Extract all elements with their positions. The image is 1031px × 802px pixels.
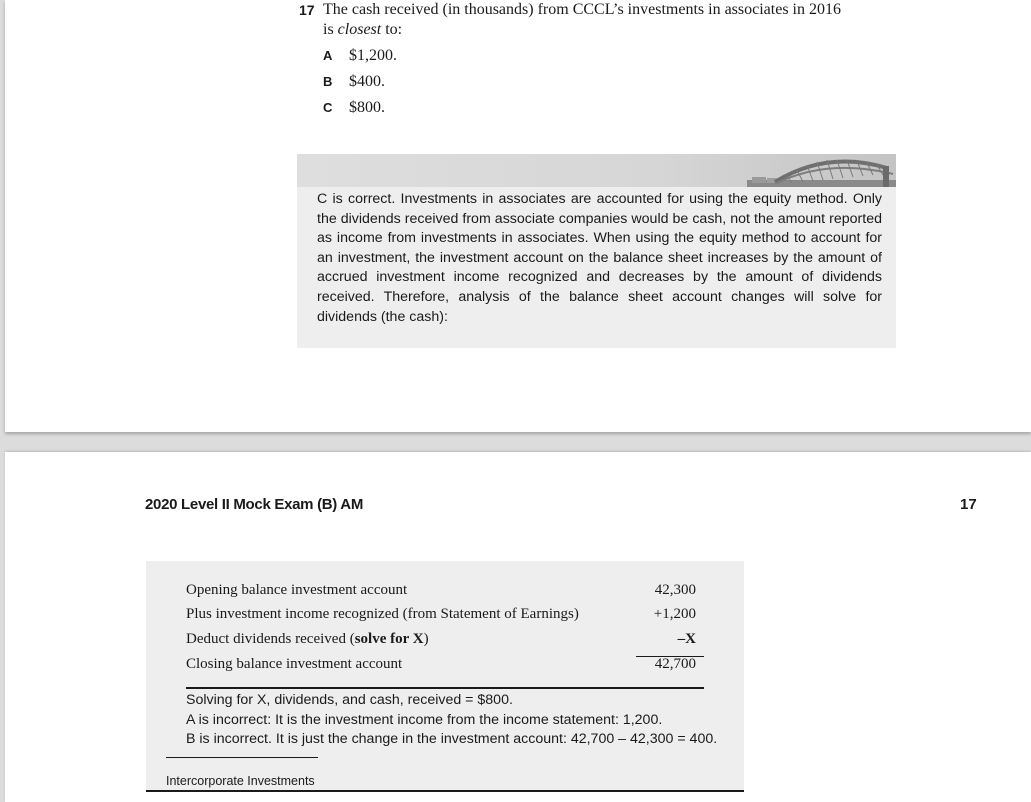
option-b-letter: B <box>323 74 333 89</box>
row-value: 42,700 <box>654 656 696 672</box>
question-text-line1: The cash received (in thousands) from CCCL’s investments in associates in 2016 <box>323 1 841 18</box>
row-label <box>186 627 429 651</box>
question-text-line2-prefix: is <box>323 21 338 38</box>
option-a <box>323 46 397 66</box>
question-text-emphasis: closest <box>337 21 382 38</box>
option-a-text: $1,200. <box>349 47 397 64</box>
page-top <box>5 0 1031 432</box>
row-value: –X <box>677 631 696 647</box>
solution-line: B is incorrect. It is just the change in the investment account: 42,700 – 42,300 = 400. <box>186 731 718 748</box>
option-b <box>323 72 385 92</box>
option-b-text: $400. <box>349 73 385 90</box>
row-label-suffix: ) <box>423 631 429 647</box>
solution-line: Solving for X, dividends, and cash, received = $800. <box>186 692 513 708</box>
answer-explanation: C is correct. Investments in associates are accounted for using the equity method. Only the dividends received from associate companies would be cash, not the amount reported as income from investments in associates. When using the equity method to account for an investment, the investment account on the balance sheet increases by the amount of accrued investment income recognized and decreases by the amount of dividends received. Therefore, analysis of the balance sheet account changes will solve for dividends (the cash): <box>317 191 882 325</box>
footer-bottom-rule <box>146 790 744 792</box>
row-label: Closing balance investment account <box>186 656 403 672</box>
answer-header-bridge-image <box>297 154 896 187</box>
question-number: 17 <box>299 2 315 18</box>
option-c <box>323 98 385 118</box>
table-row <box>186 652 704 676</box>
solution-line: A is incorrect: It is the investment income from the income statement: 1,200. <box>186 711 663 728</box>
table-row <box>186 578 704 602</box>
row-label: Opening balance investment account <box>186 582 408 598</box>
footer-label: Intercorporate Investments <box>166 774 315 788</box>
running-head: 2020 Level II Mock Exam (B) AM <box>145 496 364 513</box>
solution-box <box>146 561 744 792</box>
row-label-bold: solve for X <box>354 631 424 647</box>
row-value: +1,200 <box>653 606 696 622</box>
footer-rule <box>166 757 318 758</box>
option-a-letter: A <box>323 48 333 63</box>
table-bottom-rule <box>186 687 704 689</box>
option-c-text: $800. <box>349 99 385 116</box>
solution-text <box>186 691 746 750</box>
page-number: 17 <box>960 496 977 513</box>
bridge-icon <box>297 154 896 187</box>
table-row <box>186 602 704 626</box>
row-value: 42,300 <box>654 582 696 598</box>
row-label-prefix: Deduct dividends received ( <box>186 631 355 647</box>
question-text-line2 <box>323 20 402 40</box>
question-text-line2-suffix: to: <box>381 21 403 38</box>
answer-box <box>297 154 896 348</box>
page-bottom <box>5 452 1031 802</box>
option-c-letter: C <box>323 100 333 115</box>
row-label: Plus investment income recognized (from Statement of Earnings) <box>186 606 579 622</box>
table-row <box>186 627 704 651</box>
